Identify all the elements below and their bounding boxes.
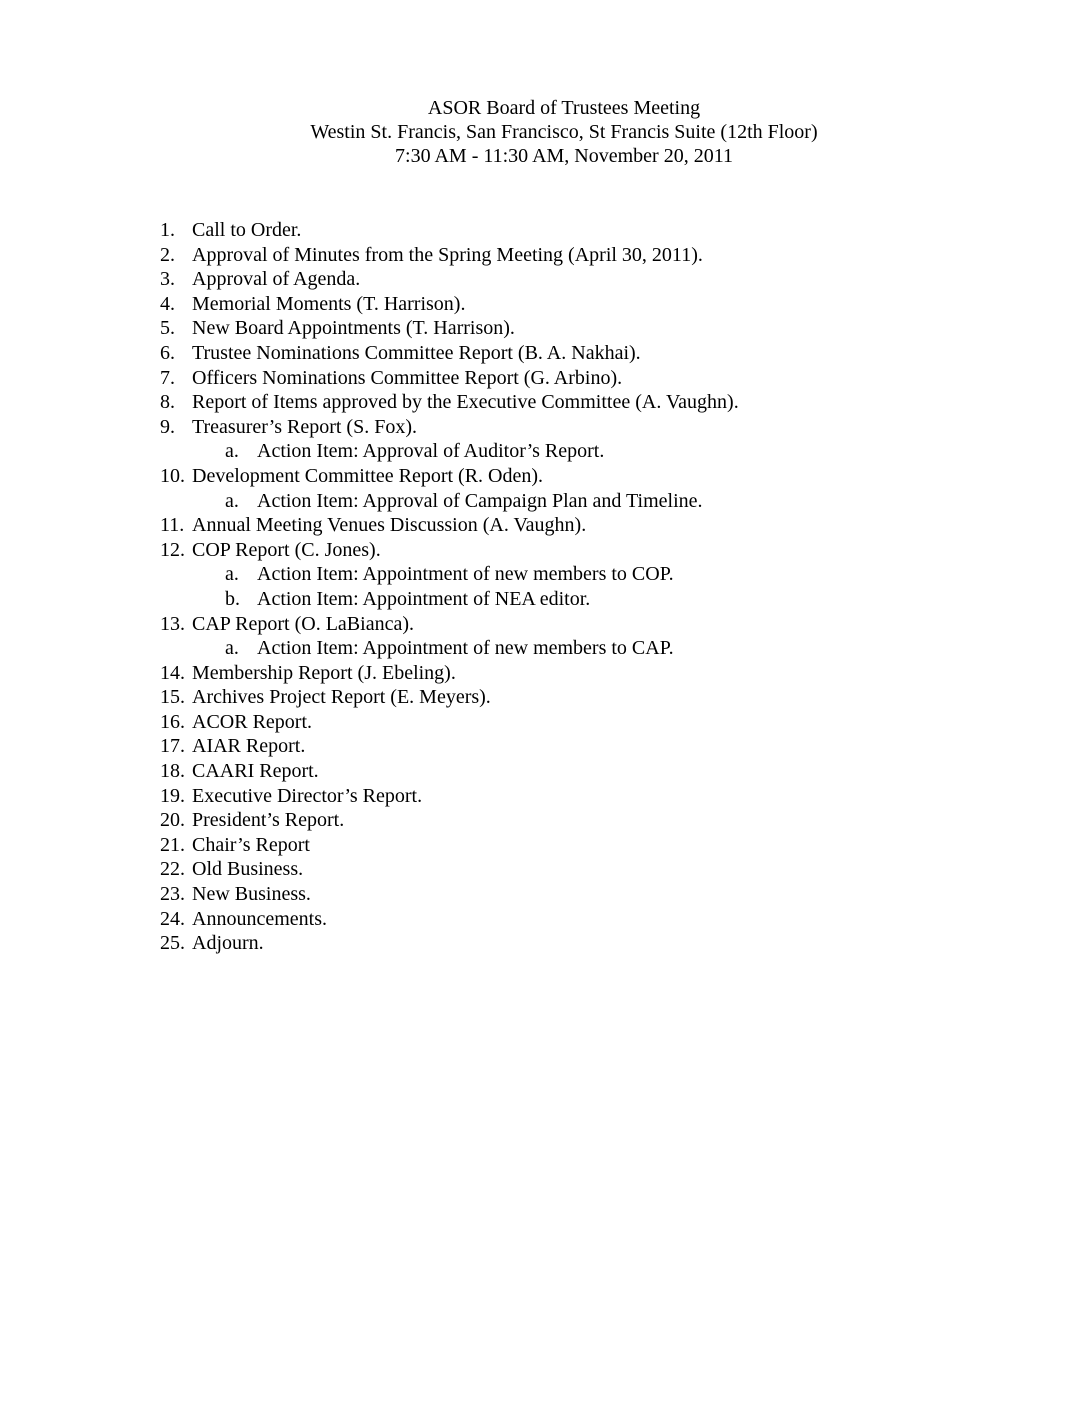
agenda-item-text: Memorial Moments (T. Harrison). (192, 292, 466, 315)
meeting-title: ASOR Board of Trustees Meeting (427, 97, 701, 119)
agenda-item (160, 784, 960, 809)
agenda-item-number: 1. (160, 219, 175, 241)
agenda-item (160, 366, 960, 391)
agenda-subitem (160, 636, 960, 661)
agenda-item (160, 341, 960, 366)
agenda-item (160, 316, 960, 341)
agenda-item-number: 4. (160, 292, 175, 315)
agenda-item (160, 882, 960, 907)
agenda-item-text: New Board Appointments (T. Harrison). (192, 317, 515, 340)
agenda-item-number: 9. (160, 415, 175, 438)
agenda-item-text: ACOR Report. (192, 710, 312, 733)
agenda-item-number: a. (225, 440, 239, 463)
meeting-header (0, 96, 1088, 168)
agenda-list (160, 218, 960, 956)
agenda-item-number: 19. (160, 784, 185, 807)
agenda-item-number: 21. (160, 833, 185, 856)
agenda-item (160, 292, 960, 317)
agenda-item-text: CAP Report (O. LaBianca). (192, 612, 414, 635)
agenda-item-text: AIAR Report. (192, 735, 306, 758)
agenda-item-text: Announcements. (192, 907, 327, 930)
agenda-subitem (160, 587, 960, 612)
agenda-item (160, 243, 960, 268)
agenda-item-number: 25. (160, 932, 185, 955)
agenda-item-number: b. (225, 587, 240, 610)
agenda-item (160, 218, 960, 243)
agenda-item-number: 23. (160, 883, 185, 906)
agenda-item-text: Development Committee Report (R. Oden). (192, 464, 544, 487)
agenda-item-text: Approval of Agenda. (192, 268, 361, 291)
agenda-item-number: 3. (160, 268, 175, 291)
agenda-item-text: Action Item: Approval of Campaign Plan and Timeline. (257, 489, 703, 512)
agenda-item (160, 612, 960, 637)
agenda-item (160, 710, 960, 735)
agenda-item-number: 2. (160, 243, 175, 266)
agenda-item-text: Archives Project Report (E. Meyers). (192, 686, 491, 709)
agenda-item-number: 24. (160, 907, 185, 930)
agenda-item-text: Action Item: Appointment of NEA editor. (257, 587, 591, 610)
agenda-item (160, 931, 960, 956)
agenda-item-number: 14. (160, 661, 185, 684)
agenda-item-text: Call to Order. (192, 219, 302, 241)
agenda-item-number: 15. (160, 686, 185, 709)
agenda-item-number: 11. (160, 514, 185, 537)
agenda-subitem (160, 489, 960, 514)
agenda-item-text: Trustee Nominations Committee Report (B. A. Nakhai). (192, 341, 641, 364)
agenda-item-text: Old Business. (192, 858, 304, 881)
agenda-item (160, 833, 960, 858)
agenda-item-text: Action Item: Appointment of new members to COP. (257, 563, 674, 586)
agenda-item (160, 734, 960, 759)
agenda-item (160, 513, 960, 538)
agenda-item (160, 685, 960, 710)
agenda-item-text: Chair’s Report (192, 833, 310, 856)
agenda-item-text: President’s Report. (192, 809, 345, 832)
agenda-item-number: 6. (160, 341, 175, 364)
agenda-subitem (160, 439, 960, 464)
agenda-item-text: Annual Meeting Venues Discussion (A. Vaughn). (192, 514, 587, 537)
agenda-item-number: 22. (160, 858, 185, 881)
agenda-item (160, 390, 960, 415)
meeting-location: Westin St. Francis, San Francisco, St Francis Suite (12th Floor) (310, 121, 818, 143)
agenda-subitem (160, 562, 960, 587)
agenda-item (160, 857, 960, 882)
agenda-item-number: 17. (160, 735, 185, 758)
agenda-item-text: Approval of Minutes from the Spring Meeting (April 30, 2011). (192, 243, 703, 266)
agenda-item-number: 7. (160, 366, 175, 389)
agenda-item-number: a. (225, 637, 239, 660)
agenda-item (160, 464, 960, 489)
agenda-item-number: 20. (160, 809, 185, 832)
agenda-item-text: Executive Director’s Report. (192, 784, 423, 807)
agenda-item-number: 13. (160, 612, 185, 635)
agenda-item (160, 538, 960, 563)
agenda-item-text: COP Report (C. Jones). (192, 538, 381, 561)
agenda-item-number: 12. (160, 538, 185, 561)
agenda-item-text: Adjourn. (192, 932, 264, 955)
agenda-item-text: Membership Report (J. Ebeling). (192, 661, 456, 684)
agenda-item-number: 18. (160, 760, 185, 783)
agenda-item-number: a. (225, 563, 239, 586)
agenda-item-text: Report of Items approved by the Executive Committee (A. Vaughn). (192, 391, 739, 414)
meeting-datetime: 7:30 AM - 11:30 AM, November 20, 2011 (395, 145, 733, 167)
agenda-item-number: 5. (160, 317, 175, 340)
agenda-item-text: Action Item: Appointment of new members to CAP. (257, 637, 674, 660)
agenda-item-text: Officers Nominations Committee Report (G. Arbino). (192, 366, 623, 389)
agenda-item-text: CAARI Report. (192, 760, 319, 783)
agenda-item (160, 808, 960, 833)
agenda-item-text: New Business. (192, 883, 311, 906)
agenda-item (160, 907, 960, 932)
agenda-item-number: a. (225, 489, 239, 512)
agenda-item (160, 415, 960, 440)
agenda-item-number: 8. (160, 391, 175, 414)
agenda-item-number: 16. (160, 710, 185, 733)
agenda-item (160, 267, 960, 292)
agenda-item-text: Action Item: Approval of Auditor’s Report. (257, 440, 605, 463)
agenda-item-number: 10. (160, 464, 185, 487)
agenda-item (160, 759, 960, 784)
agenda-item (160, 661, 960, 686)
agenda-item-text: Treasurer’s Report (S. Fox). (192, 415, 417, 438)
